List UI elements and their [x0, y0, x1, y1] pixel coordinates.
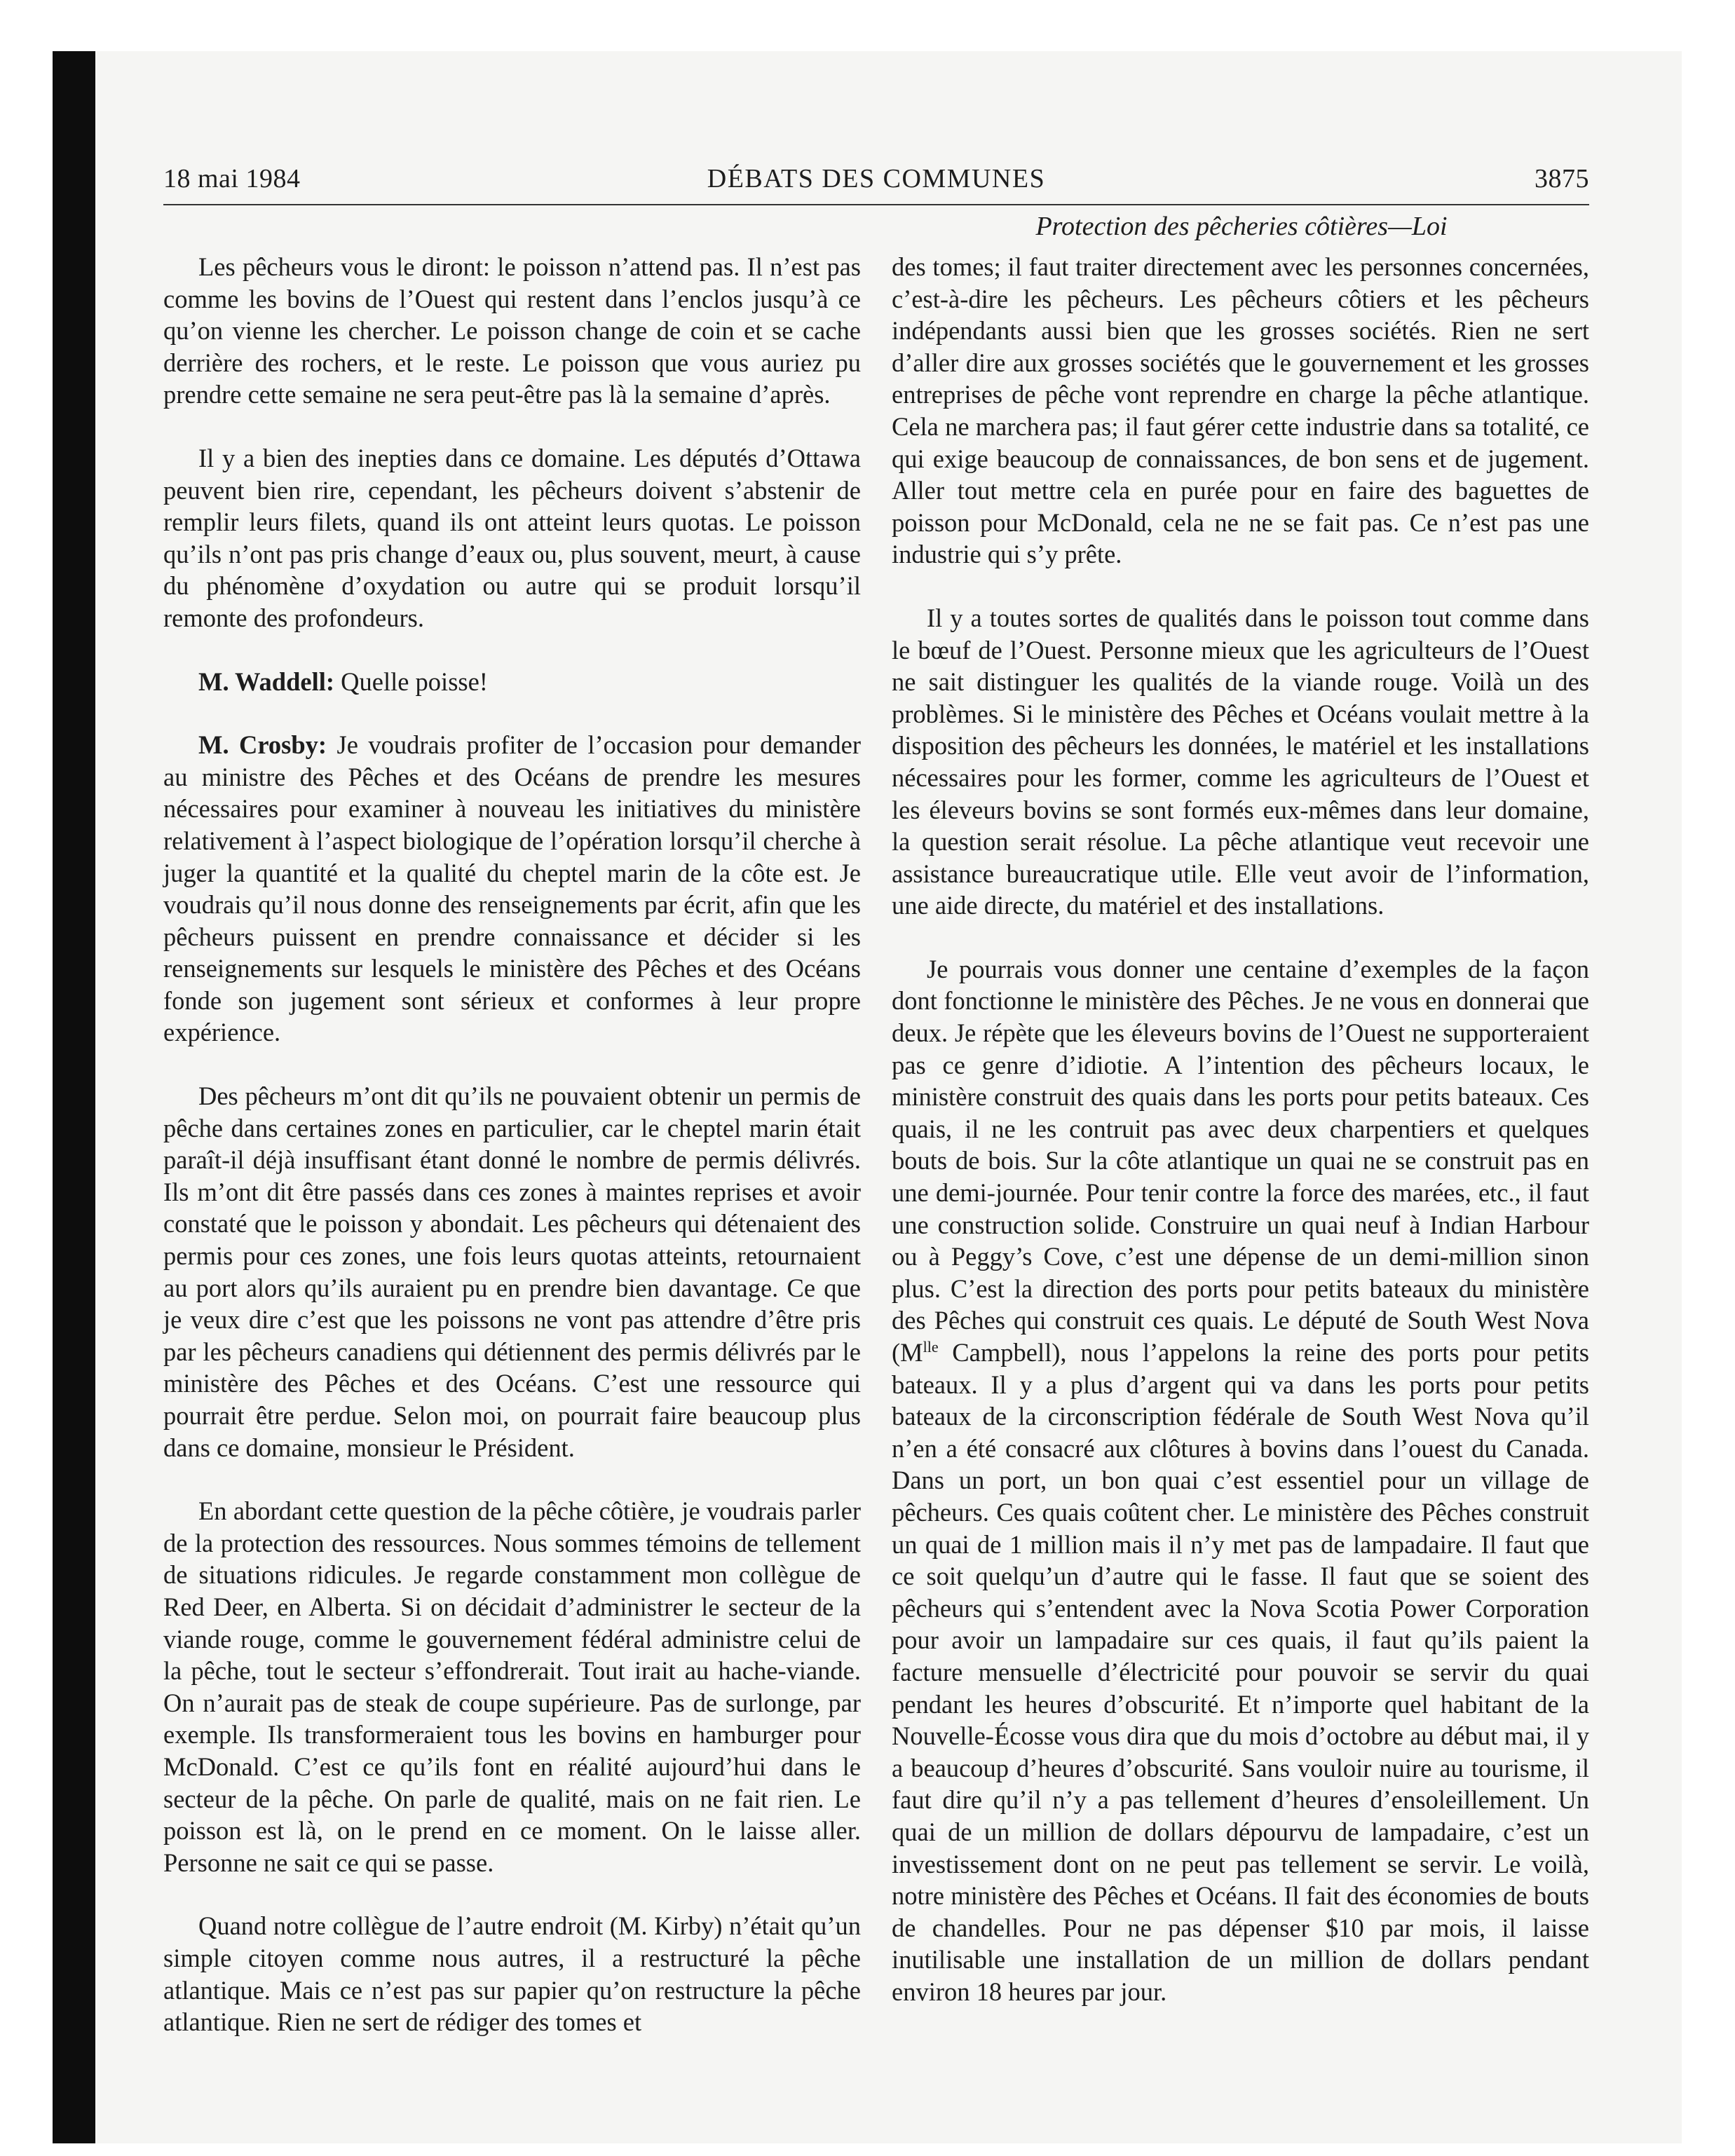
page-header: [163, 156, 1589, 205]
scan-edge-bar: [53, 51, 95, 2143]
speech-text: Je voudrais profiter de l’occasion pour demander au ministre des Pêches et des Océans de prendre les mesures nécessaires pour examiner à nouveau les initiatives du ministère relativement à l’aspect biologique de l’opération lorsqu’il cherche à juger la quantité et la qualité du cheptel marin de la côte est. Je voudrais qu’il nous donne des renseignements par écrit, afin que les pêcheurs puissent en prendre connaissance et décider si les renseignements sur lesquels le ministère des Pêches et des Océans fonde son jugement sont sérieux et conformes à leur propre expérience.: [163, 730, 862, 1047]
paragraph: Il y a bien des inepties dans ce domaine. Les députés d’Ottawa peuvent bien rire, cependant, les pêcheurs doivent s’abstenir de remplir leurs filets, quand ils ont atteint leurs quotas. Le poisson qu’ils n’ont pas pris change d’eaux ou, plus souvent, meurt, à cause du phénomène d’oxydation ou autre qui se produit lorsqu’il remonte des profondeurs.: [163, 443, 861, 632]
paragraph: [163, 666, 861, 698]
paragraph: Des pêcheurs m’ont dit qu’ils ne pouvaient obtenir un permis de pêche dans certaines zones en particulier, car le cheptel marin était paraît-il déjà insuffisant étant donné le nombre de permis délivrés. Ils m’ont dit être passés dans ces zones à maintes reprises et avoir constaté que le poisson y abondait. Les pêcheurs qui détenaient des permis pour ces zones, une fois leurs quotas atteints, retournaient au port alors qu’ils auraient pu en prendre bien davantage. Ce que je veux dire c’est que les poissons ne vont pas attendre d’être pris par les pêcheurs canadiens qui détiennent des permis délivrés par le ministère des Pêches et des Océans. C’est une ressource qui pourrait être perdue. Selon moi, on pourrait faire beaucoup plus dans ce domaine, monsieur le Président.: [163, 1082, 861, 1462]
superscript: lle: [923, 1337, 939, 1356]
speaker-name: M. Waddell:: [198, 667, 335, 696]
paragraph: Les pêcheurs vous le diront: le poisson n’attend pas. Il n’est pas comme les bovins de l’Ouest qui restent dans l’enclos jusqu’à ce qu’on vienne les chercher. Le poisson change de coin et se cache derrière des rochers, et le reste. Le poisson que vous auriez pu prendre cette semaine ne sera peut-être pas là la semaine d’après.: [163, 252, 861, 409]
paragraph: des tomes; il faut traiter directement avec les personnes concernées, c’est-à-dire les pêcheurs. Les pêcheurs côtiers et les pêcheurs indépendants aussi bien que les grosses sociétés. Rien ne sert d’aller dire aux grosses sociétés que le gouvernement et les grosses entreprises de pêche vont reprendre en charge la pêche atlantique. Cela ne marchera pas; il faut gérer cette industrie dans sa totalité, ce qui exige beaucoup de connaissances, de bon sens et de jugement. Aller tout mettre cela en purée pour en faire des baguettes de poisson pour McDonald, cela ne ne se fait pas. Ce n’est pas une industrie qui s’y prête.: [892, 252, 1589, 569]
paragraph: Il y a toutes sortes de qualités dans le poisson tout comme dans le bœuf de l’Ouest. Personne mieux que les agriculteurs de l’Ouest ne sait distinguer les qualités de la viande rouge. Voilà un des problèmes. Si le ministère des Pêches et Océans voulait mettre à la disposition des pêcheurs les données, le matériel et les installations nécessaires pour les former, comme les agriculteurs de l’Ouest et les éleveurs bovins se sont formés eux-mêmes dans leur domaine, la question serait résolue. La pêche atlantique veut recevoir une assistance bureaucratique utile. Elle veut avoir de l’information, une aide directe, du matériel et des installations.: [892, 603, 1589, 920]
paragraph: En abordant cette question de la pêche côtière, je voudrais parler de la protection des ressources. Nous sommes témoins de tellement de situations ridicules. Je regarde constamment mon collègue de Red Deer, en Alberta. Si on décidait d’administrer le secteur de la viande rouge, comme le gouvernement fédéral administre celui de la pêche, tout le secteur s’effondrerait. Tout irait au hache-viande. On n’aurait pas de steak de coupe supérieure. Pas de surlonge, par exemple. Ils transformeraient tous les bovins en hamburger pour McDonald. C’est ce qu’ils font en réalité aujourd’hui dans le secteur de la pêche. On parle de qualité, mais on ne fait rien. Le poisson est là, on le prend en ce moment. On le laisse aller. Personne ne sait ce qui se passe.: [163, 1496, 861, 1877]
speech-text: Quelle poisse!: [334, 667, 488, 696]
paragraph: [163, 729, 861, 1049]
header-date: 18 mai 1984: [163, 164, 301, 193]
header-publication-title: DÉBATS DES COMMUNES: [707, 164, 1046, 193]
document-page: [95, 51, 1682, 2143]
header-page-number: 3875: [1535, 164, 1589, 193]
speaker-name: M. Crosby:: [198, 730, 327, 760]
running-title: Protection des pêcheries côtières—Loi: [1035, 212, 1448, 241]
paragraph-text: Je pourrais vous donner une centaine d’exemples de la façon dont fonctionne le ministère des Pêches. Je ne vous en donnerai que deux. Je répète que les éleveurs bovins de l’Ouest ne supporteraient pas ce genre d’idiotie. A l’intention des pêcheurs locaux, le ministère construit des quais dans les ports pour petits bateaux. Ces quais, il ne les contruit pas avec deux charpentiers et quelques bouts de bois. Sur la côte atlantique un quai ne se construit pas en une demi-journée. Pour tenir contre la force des marées, etc., il faut une construction solide. Construire un quai neuf à Indian Harbour ou à Peggy’s Cove, c’est une dépense de un demi-million sinon plus. C’est la direction des ports pour petits bateaux du ministère des Pêches qui construit ces quais. Le député de South West Nova (M: [892, 954, 1589, 1367]
paragraph: Quand notre collègue de l’autre endroit (M. Kirby) n’était qu’un simple citoyen comme nous autres, il a restructuré la pêche atlantique. Mais ce n’est pas sur papier qu’on restructure la pêche atlantique. Rien ne sert de rédiger des tomes et: [163, 1911, 861, 2037]
paragraph: [892, 953, 1589, 2008]
left-column: [163, 251, 861, 2038]
right-column: [892, 251, 1589, 2007]
paragraph-text: Campbell), nous l’appelons la reine des ports pour petits bateaux. Il y a plus d’argent qui va dans les ports pour petits bateaux de la circonscription fédérale de South West Nova qu’il n’en a été consacré aux clôtures à bovins dans l’ouest du Canada. Dans un port, un bon quai c’est essentiel pour un village de pêcheurs. Ces quais coûtent cher. Le ministère des Pêches construit un quai de 1 million mais il n’y met pas de lampadaire. Il faut que ce soit quelqu’un d’autre qui le fasse. Il faut que se soient des pêcheurs qui s’entendent avec la Nova Scotia Power Corporation pour avoir un lampadaire sur ces quais, il faut qu’ils paient la facture mensuelle d’électricité pour pouvoir se servir du quai pendant les heures d’obscurité. Et n’importe quel habitant de la Nouvelle-Écosse vous dira que du mois d’octobre au début mai, il y a beaucoup d’heures d’obscurité. Sans vouloir nuire au tourisme, il faut dire qu’il n’y a pas tellement d’heures d’ensoleillement. Un quai de un million de dollars dépourvu de lampadaire, c’est un investissement dont on ne peut pas tellement se servir. Le voilà, notre ministère des Pêches et Océans. Il fait des économies de bouts de chandelles. Pour ne pas dépenser $10 par mois, il laisse inutilisable une installation de un million de dollars pendant environ 18 heures par jour.: [892, 1338, 1589, 2006]
